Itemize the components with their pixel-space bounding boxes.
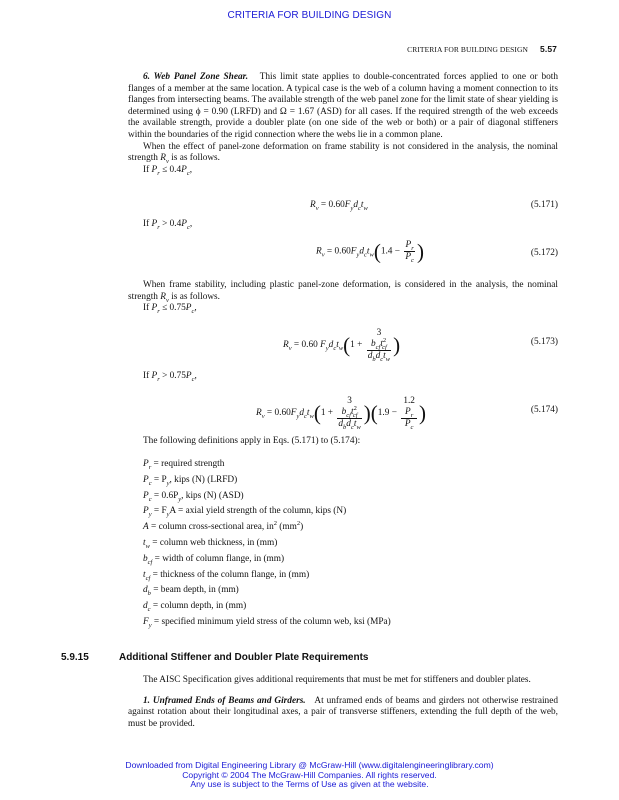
para-web-panel-heading: 6. Web Panel Zone Shear.	[143, 72, 249, 82]
equation-number: (5.173)	[530, 337, 558, 347]
sym: P	[151, 371, 158, 381]
defs-intro-block	[128, 436, 558, 448]
def-sub: c	[147, 606, 151, 614]
section-body	[128, 675, 558, 730]
def-text: = width of column flange, in (mm)	[152, 553, 285, 564]
definition-item	[143, 457, 391, 473]
sym: R	[160, 153, 166, 164]
def-sym: P	[143, 490, 149, 501]
definition-item	[143, 536, 391, 552]
def-text: = column cross-sectional area, in	[148, 522, 274, 533]
footer	[0, 761, 619, 790]
punct: ,	[189, 219, 193, 229]
equation-number: (5.171)	[530, 200, 558, 210]
op: > 0.75	[159, 371, 186, 381]
sub: r	[157, 375, 160, 383]
equation-number: (5.172)	[530, 248, 558, 258]
def-text: = thickness of the column flange, in (mm)	[150, 569, 310, 580]
def-text: A = axial yield strength of the column, kips (N)	[169, 506, 347, 517]
sub: c	[191, 308, 195, 316]
def-sub: y	[166, 479, 170, 487]
cond-4	[128, 371, 558, 383]
sub: c	[186, 169, 190, 177]
def-text: = column web thickness, in (mm)	[149, 537, 278, 548]
para-effect	[128, 142, 558, 165]
para-stability-block	[128, 280, 558, 315]
para-effect-tail: is as follows.	[171, 153, 220, 164]
def-text: = F	[151, 506, 167, 517]
definition-item	[143, 552, 391, 568]
definition-item	[143, 583, 391, 599]
eq-const: 1.4	[380, 246, 393, 257]
punct: ,	[194, 303, 197, 314]
def-sub: c	[148, 479, 152, 487]
cond-2-block	[128, 219, 558, 231]
def-sym: b	[143, 553, 148, 564]
para-stability	[128, 280, 558, 303]
equation-5-172: $R_v = 0.60F_yd_ct_w(1.4$ − $\frac{P_r}{P_c}$ ) (5.172)	[316, 239, 558, 264]
defs-intro: The following definitions apply in Eqs. (5.171) to (5.174):	[143, 436, 361, 446]
sub: c	[186, 223, 190, 231]
op: ≤ 0.4	[159, 164, 182, 175]
equation-5-171: $R_v = 0.60F_yd_ct_w$ (5.171)	[310, 200, 558, 212]
eq-const: 3	[376, 328, 382, 338]
def-sub: y	[166, 511, 170, 519]
definition-item	[143, 599, 391, 615]
eq-const: 1.9	[377, 408, 390, 419]
def-sub: b	[147, 590, 151, 598]
def-sym: t	[143, 537, 146, 548]
definition-item	[143, 568, 391, 584]
sub: r	[157, 223, 160, 231]
def-sym: A	[143, 522, 149, 533]
sub: r	[157, 169, 160, 177]
page-number: 5.57	[540, 44, 557, 54]
def-sub: cf	[145, 574, 151, 582]
sym: P	[185, 371, 192, 381]
def-text: = column depth, in (mm)	[150, 601, 247, 612]
cond-prefix: If	[143, 219, 150, 229]
def-sym: d	[143, 585, 148, 596]
sym: P	[181, 164, 187, 175]
cond-3	[128, 303, 558, 315]
para-unframed-heading: 1. Unframed Ends of Beams and Girders.	[143, 695, 306, 706]
def-sym: P	[143, 474, 149, 485]
def-sub: w	[145, 542, 150, 550]
eq-const: 3	[347, 396, 352, 406]
running-head-title: CRITERIA FOR BUILDING DESIGN	[407, 45, 529, 54]
def-text: , kips (N) (ASD)	[181, 490, 244, 501]
cond-prefix: If	[143, 303, 150, 314]
equation-5-173: $R_v = 0.60$ $F_yd_ct_w(1$ + 3 $b_{cf}t^2_{cf}$ $d_bd_ct_w$ ) (5.173)	[283, 328, 558, 363]
section-title: Additional Stiffener and Doubler Plate Requirements	[119, 652, 369, 663]
footer-line-3[interactable]: Any use is subject to the Terms of Use as given at the website.	[190, 779, 429, 790]
def-sym: P	[143, 459, 149, 469]
definitions-list	[143, 457, 391, 631]
sym: P	[151, 219, 158, 229]
definition-item	[143, 520, 391, 536]
def-text: , kips (N) (LRFD)	[169, 474, 238, 485]
equation-5-174: $R_v = 0.60F_yd_ct_w(1$ + 3 $b_{cf}t^2_{cf}$ $d_bd_ct_w$ )(1.9 − 1.2 $P_r$ $P_c$ ) (5.174)	[256, 396, 558, 431]
def-sub: y	[148, 511, 152, 519]
def-sym: t	[143, 569, 146, 580]
eq-coef: 0.60	[328, 200, 345, 210]
def-text: = P	[151, 474, 167, 485]
eq-const: 1.2	[403, 396, 415, 406]
eq-const: 1	[350, 340, 355, 351]
def-text: = beam depth, in (mm)	[150, 585, 239, 596]
cond-2	[128, 219, 558, 231]
eq-coef: 0.60	[301, 340, 318, 351]
sym: P	[185, 303, 192, 314]
cond-1	[128, 165, 558, 177]
def-text: (mm	[276, 522, 297, 533]
eq-const: 1	[320, 408, 326, 419]
section-number: 5.9.15	[61, 652, 89, 663]
def-sub: cf	[147, 558, 153, 566]
punct: ,	[189, 164, 193, 175]
sym: R	[160, 291, 166, 302]
op: > 0.4	[159, 219, 182, 229]
eq-coef: 0.60	[274, 408, 291, 419]
sub: v	[165, 158, 169, 166]
cond-4-block	[128, 371, 558, 383]
definition-item	[143, 473, 391, 489]
def-sub: y	[148, 621, 152, 629]
footer-line-1[interactable]: Downloaded from Digital Engineering Library @ McGraw-Hill (www.digitalengineeringlibrary.com)	[125, 760, 494, 770]
definition-item	[143, 489, 391, 505]
para-unframed	[128, 696, 558, 731]
sym: P	[151, 164, 158, 175]
def-sup: 2	[296, 520, 301, 528]
section-heading	[61, 652, 368, 663]
def-text: = required strength	[151, 459, 225, 469]
para-stability-text: When frame stability, including plastic panel-zone deformation, is considered in the analysis, the nominal strength	[128, 280, 558, 302]
para-unframed-text: At unframed ends of beams and girders not otherwise restrained against rotation about their longitudinal axes, a pair of transverse stiffeners, extending the full depth of the web, must be provided.	[128, 695, 558, 729]
def-text: = specified minimum yield stress of the column web, ksi (MPa)	[151, 616, 391, 627]
punct: ,	[194, 371, 197, 381]
equation-number: (5.174)	[530, 405, 558, 415]
para-web-panel	[128, 72, 558, 176]
def-sub: r	[148, 463, 152, 471]
def-sym: F	[143, 616, 149, 627]
sym: P	[151, 303, 158, 314]
definition-item	[143, 504, 391, 520]
footer-line-2: Copyright © 2004 The McGraw-Hill Companies. All rights reserved.	[182, 769, 437, 780]
def-sym: d	[143, 601, 148, 612]
definition-item	[143, 615, 391, 631]
def-sub: c	[148, 495, 152, 503]
def-sub: y	[178, 495, 182, 503]
def-text: = 0.6P	[151, 490, 179, 501]
sym: P	[181, 219, 187, 229]
def-sym: P	[143, 506, 149, 517]
cond-prefix: If	[143, 164, 150, 175]
cond-prefix: If	[143, 371, 150, 381]
top-banner: CRITERIA FOR BUILDING DESIGN	[227, 10, 392, 21]
sub: r	[157, 308, 160, 316]
section-intro: The AISC Specification gives additional requirements that must be met for stiffeners and doubler plates.	[143, 675, 531, 685]
running-head	[407, 44, 557, 54]
para-web-panel-text: This limit state applies to double-concentrated forces applied to one or both flanges of a member at the same location. A typical case is the web of a column having a moment connection to its flanges from intersecting beams. The available strength of the web panel zone for the limit state of shear yielding is determined using ϕ = 0.90 (LRFD) and Ω = 1.67 (ASD) for all cases. If the required strength of the web exceeds the available strength, provide a doubler plate (on one side of the web or both) or a pair of diagonal stiffeners within the boundaries of the rigid connection where the webs lie in a common plane.	[128, 72, 558, 140]
sub: c	[191, 375, 195, 383]
para-effect-text: When the effect of panel-zone deformation on frame stability is not considered in the analysis, the nominal strength	[128, 141, 558, 164]
eq-coef: 0.60	[334, 246, 351, 257]
op: ≤ 0.75	[159, 303, 186, 314]
def-text: )	[300, 522, 304, 533]
para-stability-tail: is as follows.	[171, 291, 220, 302]
def-sup: 2	[273, 520, 277, 528]
sub: v	[165, 296, 169, 304]
